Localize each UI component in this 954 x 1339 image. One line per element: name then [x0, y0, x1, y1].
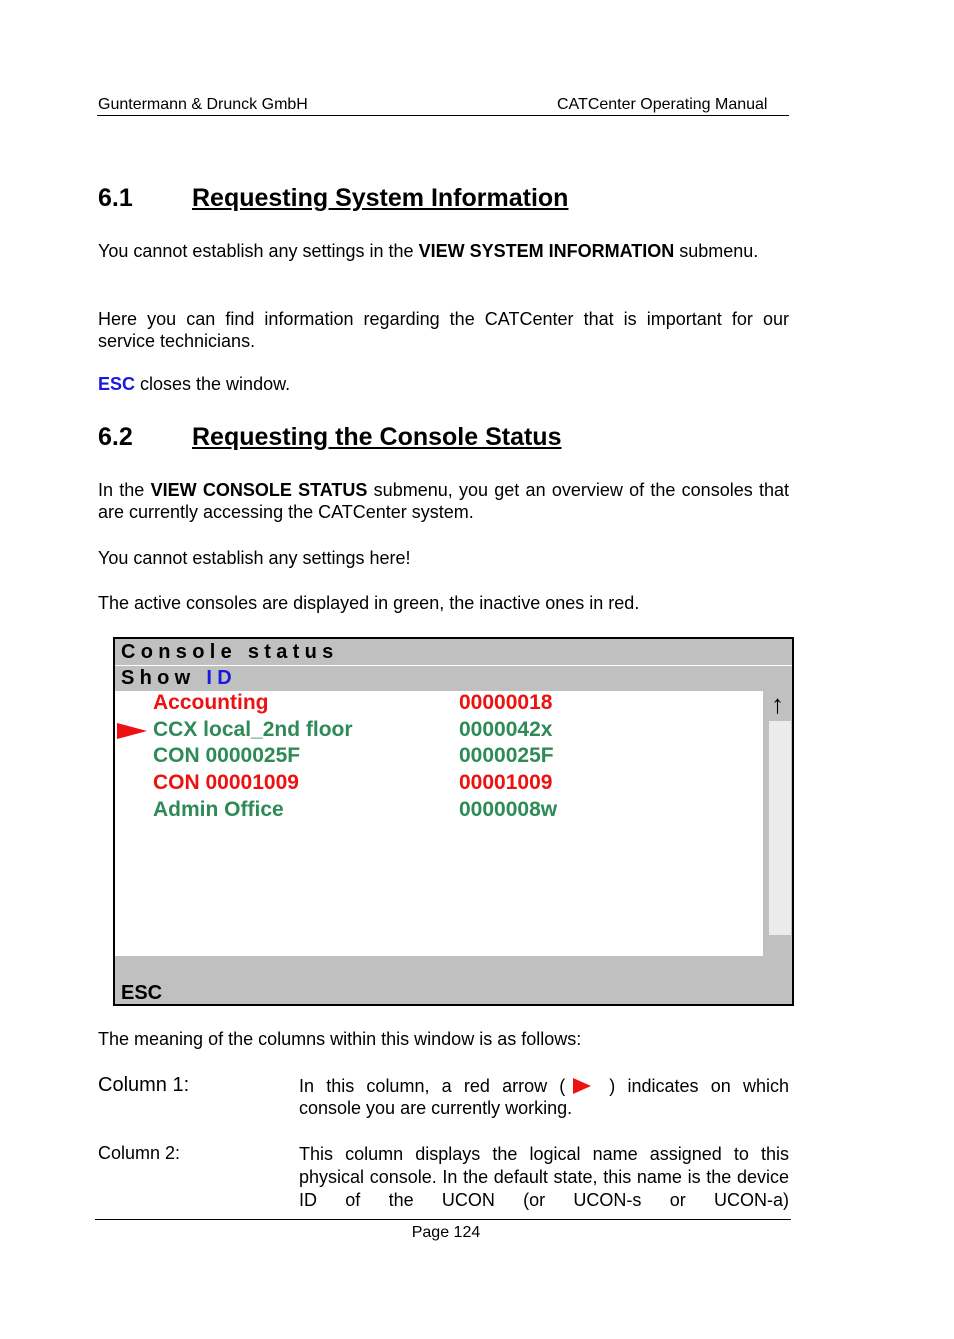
footer-rule [95, 1219, 791, 1220]
console-id: 00001009 [459, 771, 553, 795]
console-list [115, 691, 763, 956]
esc-key: ESC [98, 374, 136, 394]
console-name[interactable]: Admin Office [153, 797, 284, 821]
paragraph [98, 479, 789, 523]
scroll-up-arrow-icon[interactable]: ↑ [771, 689, 784, 719]
section-heading-6-2 [98, 423, 798, 453]
show-value: ID [206, 667, 237, 689]
column-1-label: Column 1: [98, 1074, 190, 1096]
divider [115, 665, 792, 666]
menu-name: VIEW SYSTEM INFORMATION [418, 241, 675, 261]
console-name[interactable]: CON 00001009 [153, 771, 299, 795]
paragraph: Here you can find information regarding the CATCenter that is important for our service technicians. [98, 309, 789, 351]
paragraph [98, 373, 789, 395]
paragraph: The active consoles are displayed in green, the inactive ones in red. [98, 593, 640, 613]
header-company: Guntermann & Drunck GmbH [98, 96, 308, 113]
text: You cannot establish any settings in the [98, 241, 419, 261]
menu-name: VIEW CONSOLE STATUS [150, 480, 368, 500]
section-title: Requesting System Information [192, 184, 569, 212]
current-console-arrow-icon [117, 720, 149, 742]
scrollbar-thumb[interactable] [769, 721, 791, 935]
paragraph: The meaning of the columns within this window is as follows: [98, 1029, 582, 1049]
text: closes the window. [135, 374, 291, 394]
column-1-description [299, 1075, 789, 1119]
show-selector[interactable] [121, 667, 237, 690]
show-label: Show [121, 667, 207, 689]
text: In this column, a red arrow ( [299, 1076, 566, 1096]
console-name[interactable]: CON 0000025F [153, 744, 301, 768]
column-2-label: Column 2: [98, 1143, 181, 1163]
header-manual-title: CATCenter Operating Manual [557, 96, 768, 113]
page-number: Page 124 [411, 1224, 481, 1241]
paragraph: You cannot establish any settings here! [98, 548, 411, 568]
console-id: 0000008w [459, 797, 558, 821]
console-id: 00000018 [459, 691, 553, 714]
window-title: Console status [121, 641, 339, 663]
column-2-description: This column displays the logical name assigned to this physical console. In the default state, this name is the device ID of the UCON (or UCON-s or UCON-a) [299, 1144, 789, 1210]
console-name[interactable]: CCX local_2nd floor [153, 717, 353, 741]
text: ) indicates on which console you are currently working. [299, 1076, 789, 1118]
section-title: Requesting the Console Status [192, 423, 562, 451]
console-name[interactable]: Accounting [153, 691, 269, 714]
text: submenu. [674, 241, 759, 261]
section-heading-6-1 [98, 184, 798, 214]
red-arrow-icon [565, 1077, 609, 1095]
text: In the [98, 480, 151, 500]
console-id: 0000042x [459, 717, 553, 741]
console-id: 0000025F [459, 744, 554, 768]
header-rule [97, 115, 789, 116]
esc-button[interactable]: ESC [121, 982, 163, 1004]
paragraph [98, 240, 789, 262]
text: submenu, you get an overview of the consoles that are currently accessing the CATCenter system. [98, 480, 789, 522]
section-number: 6.2 [98, 423, 133, 451]
section-number: 6.1 [98, 184, 133, 212]
console-status-window [113, 637, 794, 1006]
